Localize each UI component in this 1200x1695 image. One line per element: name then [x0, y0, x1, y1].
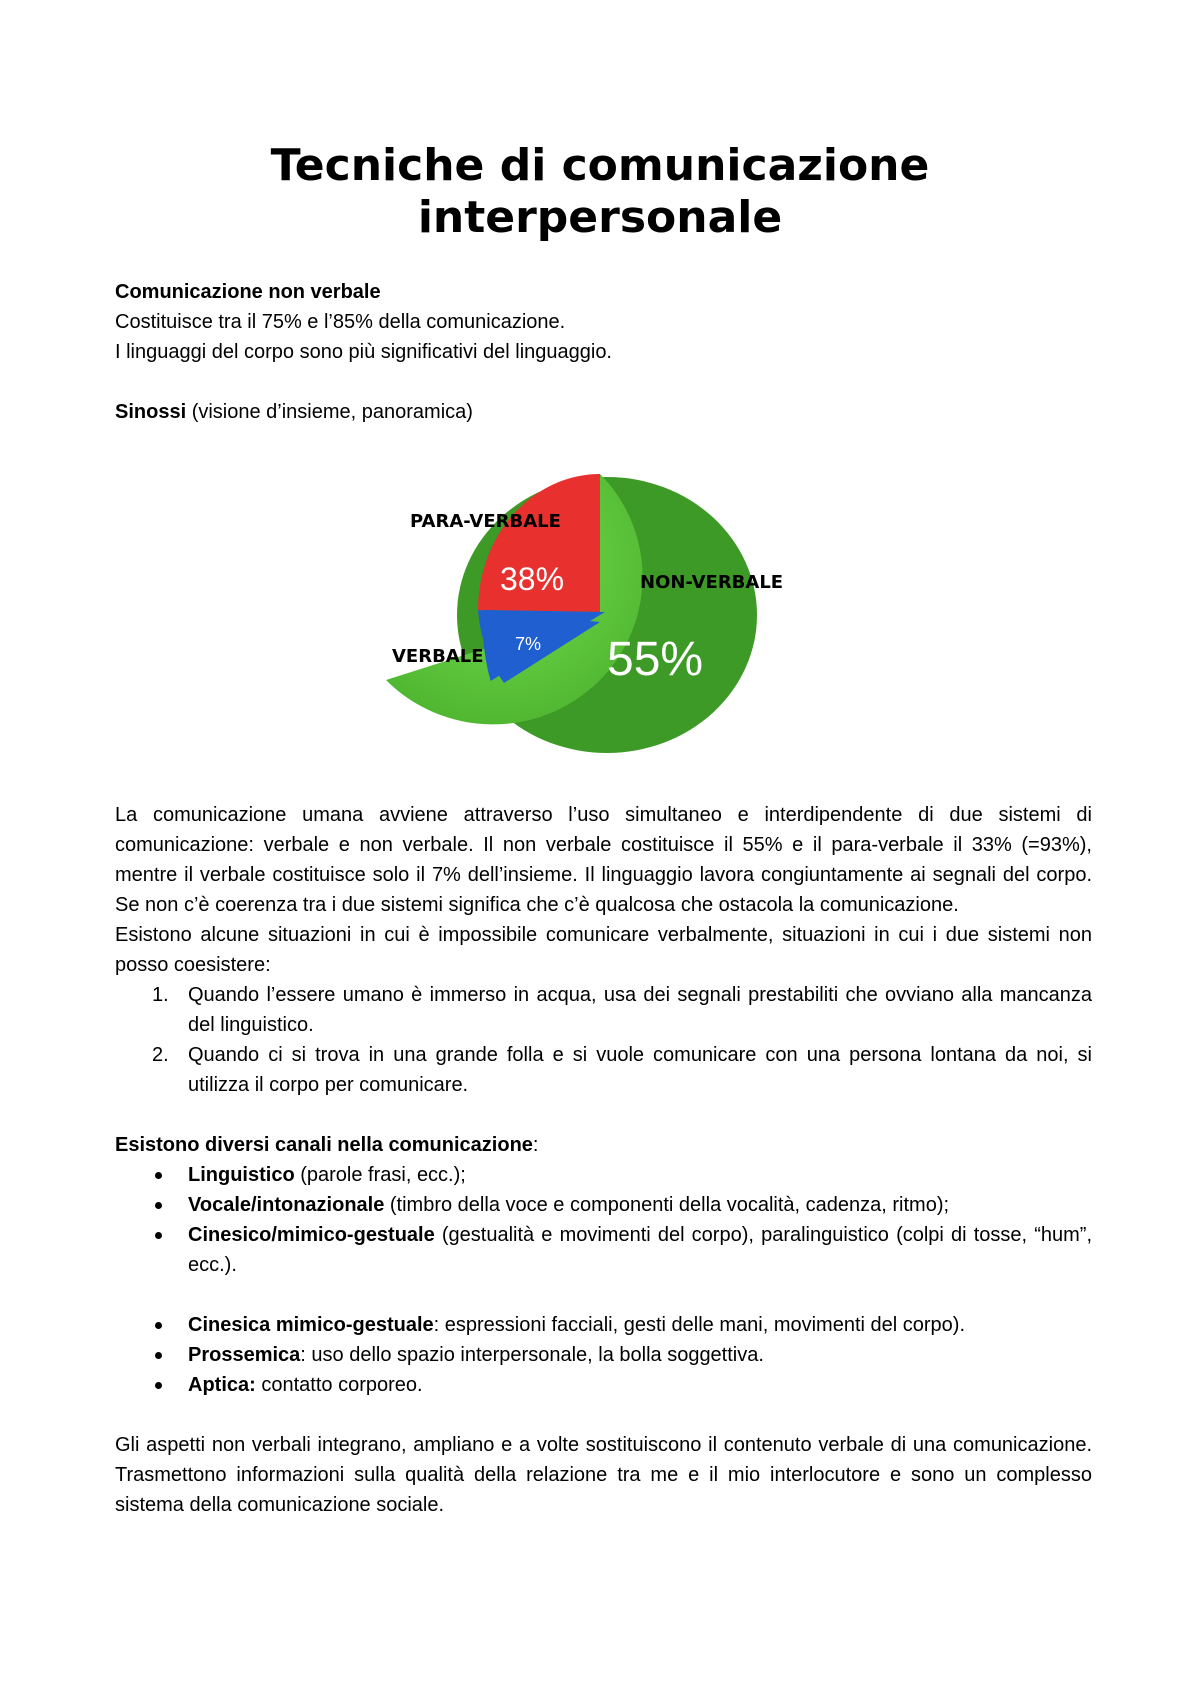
sinossi-label: Sinossi	[115, 401, 187, 423]
list-marker: 1.	[152, 984, 169, 1006]
list-item	[115, 1190, 1092, 1220]
bullet-icon	[155, 1232, 162, 1239]
term: Prossemica	[188, 1344, 301, 1366]
bullet-icon	[155, 1172, 162, 1179]
list-item-text: Quando ci si trova in una grande folla e si vuole comunicare con una persona lontana da noi, si utilizza il corpo per comunicare.	[188, 1044, 1092, 1096]
desc: contatto corporeo.	[255, 1374, 423, 1396]
desc: (gestualità e movimenti del corpo), paralinguistico (colpi di tosse, “hum”, ecc.).	[188, 1224, 1092, 1276]
label-non-verbale: NON-VERBALE	[640, 572, 784, 593]
value-verbale: 7%	[515, 634, 542, 654]
pie-chart	[380, 460, 840, 760]
intro-line-1: Costituisce tra il 75% e l’85% della comunicazione.	[115, 311, 566, 333]
list-item	[115, 1220, 1092, 1280]
sinossi-line	[115, 397, 1092, 427]
channels-heading: Esistono diversi canali nella comunicazione	[115, 1134, 533, 1156]
list-item	[115, 1340, 1092, 1370]
page-title	[0, 140, 1200, 244]
list-marker: 2.	[152, 1044, 169, 1066]
term: Vocale/intonazionale	[188, 1194, 385, 1216]
channels-heading-colon: :	[532, 1134, 539, 1156]
list-item	[115, 1370, 1092, 1400]
list-item	[115, 1160, 1092, 1190]
sinossi-text: (visione d’insieme, panoramica)	[186, 401, 473, 423]
bullet-icon	[155, 1352, 162, 1359]
label-para-verbale: PARA-VERBALE	[410, 511, 561, 532]
term: Linguistico	[188, 1164, 295, 1186]
section-heading-non-verbal: Comunicazione non verbale	[115, 281, 381, 303]
desc: : espressioni facciali, gesti delle mani, movimenti del corpo).	[433, 1314, 965, 1336]
paragraph-conclusion: Gli aspetti non verbali integrano, ampliano e a volte sostituiscono il contenuto verbale di una comunicazione. Trasmettono informazioni sulla qualità della relazione tra me e il mio interlocutore e sono un complesso sistema della comunicazione sociale.	[115, 1434, 1092, 1516]
bullet-icon	[155, 1382, 162, 1389]
list-item	[115, 1310, 1092, 1340]
title-line-2: interpersonale	[417, 192, 783, 243]
paragraph-systems: La comunicazione umana avviene attraverso l’uso simultaneo e interdipendente di due sistemi di comunicazione: verbale e non verbale. Il non verbale costituisce il 55% e il para-verbale il 33% (=93%), mentre il verbale costituisce solo il 7% dell’insieme. Il linguaggio lavora congiuntamente ai segnali del corpo. Se non c’è coerenza tra i due sistemi significa che c’è qualcosa che ostacola la comunicazione.	[115, 804, 1092, 916]
bullet-icon	[155, 1322, 162, 1329]
term: Cinesico/mimico-gestuale	[188, 1224, 435, 1246]
bullet-icon	[155, 1202, 162, 1209]
desc: : uso dello spazio interpersonale, la bolla soggettiva.	[300, 1344, 764, 1366]
value-para-verbale: 38%	[500, 561, 565, 597]
intro-line-2: I linguaggi del corpo sono più significativi del linguaggio.	[115, 341, 612, 363]
value-non-verbale: 55%	[607, 633, 704, 686]
channels-list-b	[115, 1310, 1092, 1400]
desc: (parole frasi, ecc.);	[294, 1164, 466, 1186]
intro-section	[115, 277, 1092, 427]
list-item-text: Quando l’essere umano è immerso in acqua, usa dei segnali prestabiliti che ovviano alla mancanza del linguistico.	[188, 984, 1092, 1036]
list-item	[115, 1040, 1092, 1100]
desc: (timbro della voce e componenti della vocalità, cadenza, ritmo);	[384, 1194, 950, 1216]
list-item	[115, 980, 1092, 1040]
term: Aptica:	[188, 1374, 256, 1396]
paragraph-situations: Esistono alcune situazioni in cui è impossibile comunicare verbalmente, situazioni in cui i due sistemi non posso coesistere:	[115, 924, 1092, 976]
channels-heading-line	[115, 1130, 1092, 1160]
title-line-1: Tecniche di comunicazione	[270, 140, 930, 191]
channels-list-a	[115, 1160, 1092, 1280]
main-text	[115, 800, 1092, 1520]
term: Cinesica mimico-gestuale	[188, 1314, 434, 1336]
label-verbale: VERBALE	[392, 646, 484, 667]
numbered-list	[115, 980, 1092, 1100]
